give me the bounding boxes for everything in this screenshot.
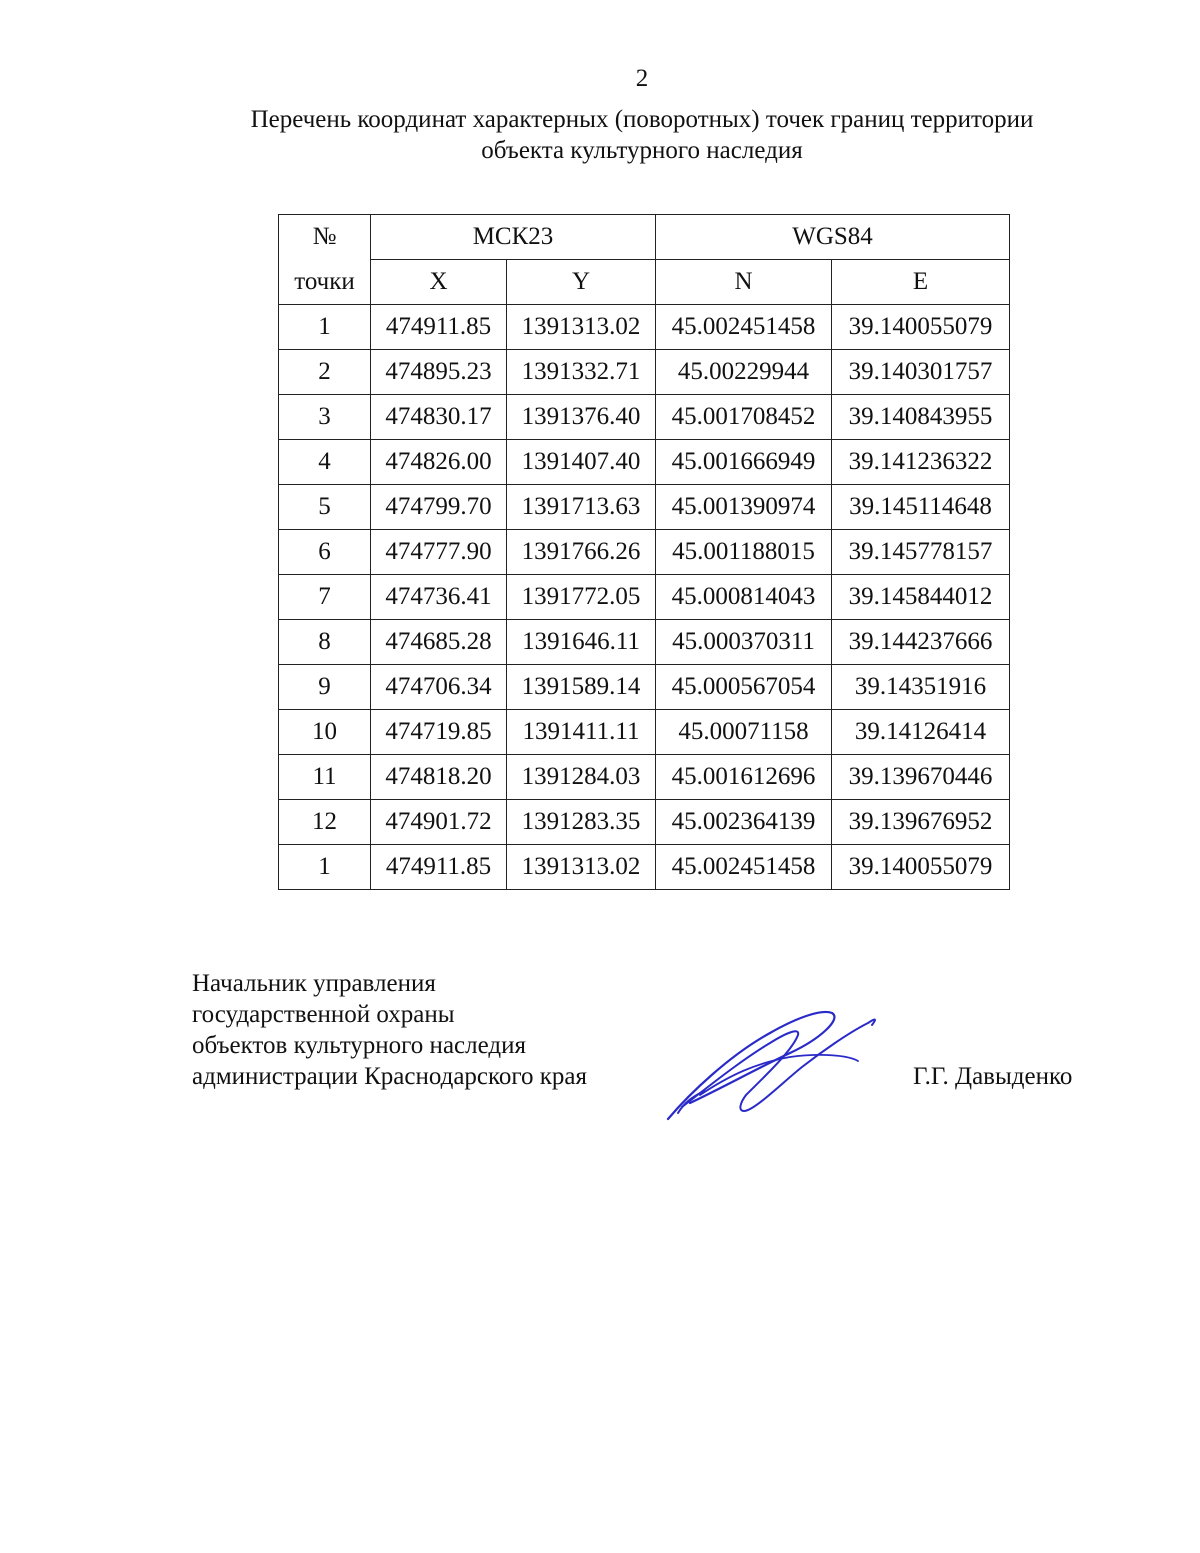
position-line-1: Начальник управления bbox=[192, 970, 436, 997]
table-row bbox=[279, 575, 1010, 620]
cell-y: 1391646.11 bbox=[507, 620, 656, 665]
table-row bbox=[279, 395, 1010, 440]
table-header-row-1 bbox=[279, 215, 1010, 260]
header-e: E bbox=[832, 260, 1010, 305]
cell-point-number: 8 bbox=[279, 620, 371, 665]
title-line-1: Перечень координат характерных (поворотных) точек границ территории bbox=[250, 106, 1034, 133]
cell-x: 474736.41 bbox=[371, 575, 507, 620]
cell-n: 45.002451458 bbox=[656, 305, 832, 350]
cell-y: 1391313.02 bbox=[507, 305, 656, 350]
cell-x: 474799.70 bbox=[371, 485, 507, 530]
cell-x: 474911.85 bbox=[371, 305, 507, 350]
signatory-name: Г.Г. Давыденко bbox=[913, 1063, 1073, 1090]
title-line-2: объекта культурного наследия bbox=[481, 137, 803, 164]
header-n: N bbox=[656, 260, 832, 305]
cell-y: 1391313.02 bbox=[507, 845, 656, 890]
cell-y: 1391376.40 bbox=[507, 395, 656, 440]
table-row bbox=[279, 620, 1010, 665]
cell-y: 1391332.71 bbox=[507, 350, 656, 395]
cell-e: 39.140843955 bbox=[832, 395, 1010, 440]
handwritten-signature bbox=[660, 995, 890, 1130]
table-row bbox=[279, 485, 1010, 530]
page-number: 2 bbox=[635, 65, 649, 92]
cell-point-number: 6 bbox=[279, 530, 371, 575]
cell-x: 474911.85 bbox=[371, 845, 507, 890]
cell-n: 45.001666949 bbox=[656, 440, 832, 485]
position-line-2: государственной охраны bbox=[192, 1001, 455, 1028]
coordinates-table bbox=[278, 214, 1010, 890]
cell-e: 39.139670446 bbox=[832, 755, 1010, 800]
cell-x: 474818.20 bbox=[371, 755, 507, 800]
cell-n: 45.001612696 bbox=[656, 755, 832, 800]
cell-e: 39.14126414 bbox=[832, 710, 1010, 755]
cell-e: 39.141236322 bbox=[832, 440, 1010, 485]
cell-n: 45.001188015 bbox=[656, 530, 832, 575]
cell-e: 39.14351916 bbox=[832, 665, 1010, 710]
position-line-4: администрации Краснодарского края bbox=[192, 1063, 588, 1090]
cell-e: 39.144237666 bbox=[832, 620, 1010, 665]
cell-n: 45.002364139 bbox=[656, 800, 832, 845]
header-wgs84: WGS84 bbox=[656, 215, 1010, 260]
cell-x: 474901.72 bbox=[371, 800, 507, 845]
cell-y: 1391407.40 bbox=[507, 440, 656, 485]
cell-x: 474777.90 bbox=[371, 530, 507, 575]
cell-point-number: 2 bbox=[279, 350, 371, 395]
cell-y: 1391766.26 bbox=[507, 530, 656, 575]
header-msk23: МСК23 bbox=[371, 215, 656, 260]
header-point: точки bbox=[279, 260, 371, 305]
cell-n: 45.001708452 bbox=[656, 395, 832, 440]
cell-point-number: 9 bbox=[279, 665, 371, 710]
cell-y: 1391283.35 bbox=[507, 800, 656, 845]
signature-stroke-2 bbox=[682, 1020, 875, 1112]
cell-point-number: 1 bbox=[279, 305, 371, 350]
cell-y: 1391411.11 bbox=[507, 710, 656, 755]
header-number-sign: № bbox=[279, 215, 371, 260]
cell-e: 39.140301757 bbox=[832, 350, 1010, 395]
cell-point-number: 11 bbox=[279, 755, 371, 800]
cell-point-number: 7 bbox=[279, 575, 371, 620]
cell-y: 1391589.14 bbox=[507, 665, 656, 710]
cell-n: 45.000370311 bbox=[656, 620, 832, 665]
cell-point-number: 12 bbox=[279, 800, 371, 845]
cell-x: 474830.17 bbox=[371, 395, 507, 440]
table-row bbox=[279, 440, 1010, 485]
cell-n: 45.001390974 bbox=[656, 485, 832, 530]
header-x: X bbox=[371, 260, 507, 305]
table-row bbox=[279, 665, 1010, 710]
cell-point-number: 5 bbox=[279, 485, 371, 530]
table-row bbox=[279, 755, 1010, 800]
cell-point-number: 1 bbox=[279, 845, 371, 890]
table-row bbox=[279, 305, 1010, 350]
cell-e: 39.140055079 bbox=[832, 845, 1010, 890]
cell-e: 39.145114648 bbox=[832, 485, 1010, 530]
table-row bbox=[279, 350, 1010, 395]
document-title bbox=[0, 104, 1200, 166]
signature-stroke-1 bbox=[668, 1012, 834, 1119]
cell-e: 39.140055079 bbox=[832, 305, 1010, 350]
cell-point-number: 10 bbox=[279, 710, 371, 755]
cell-point-number: 4 bbox=[279, 440, 371, 485]
cell-n: 45.002451458 bbox=[656, 845, 832, 890]
cell-e: 39.145778157 bbox=[832, 530, 1010, 575]
cell-e: 39.145844012 bbox=[832, 575, 1010, 620]
cell-x: 474706.34 bbox=[371, 665, 507, 710]
cell-x: 474719.85 bbox=[371, 710, 507, 755]
cell-n: 45.000567054 bbox=[656, 665, 832, 710]
cell-x: 474826.00 bbox=[371, 440, 507, 485]
table-row bbox=[279, 710, 1010, 755]
cell-x: 474895.23 bbox=[371, 350, 507, 395]
table-header-row-2 bbox=[279, 260, 1010, 305]
table-body bbox=[279, 305, 1010, 890]
cell-x: 474685.28 bbox=[371, 620, 507, 665]
cell-n: 45.00071158 bbox=[656, 710, 832, 755]
table-row bbox=[279, 800, 1010, 845]
cell-y: 1391713.63 bbox=[507, 485, 656, 530]
table-row bbox=[279, 845, 1010, 890]
header-y: Y bbox=[507, 260, 656, 305]
position-line-3: объектов культурного наследия bbox=[192, 1032, 526, 1059]
cell-e: 39.139676952 bbox=[832, 800, 1010, 845]
signatory-position bbox=[192, 968, 587, 1092]
cell-y: 1391772.05 bbox=[507, 575, 656, 620]
cell-n: 45.00229944 bbox=[656, 350, 832, 395]
table-row bbox=[279, 530, 1010, 575]
cell-n: 45.000814043 bbox=[656, 575, 832, 620]
cell-y: 1391284.03 bbox=[507, 755, 656, 800]
cell-point-number: 3 bbox=[279, 395, 371, 440]
